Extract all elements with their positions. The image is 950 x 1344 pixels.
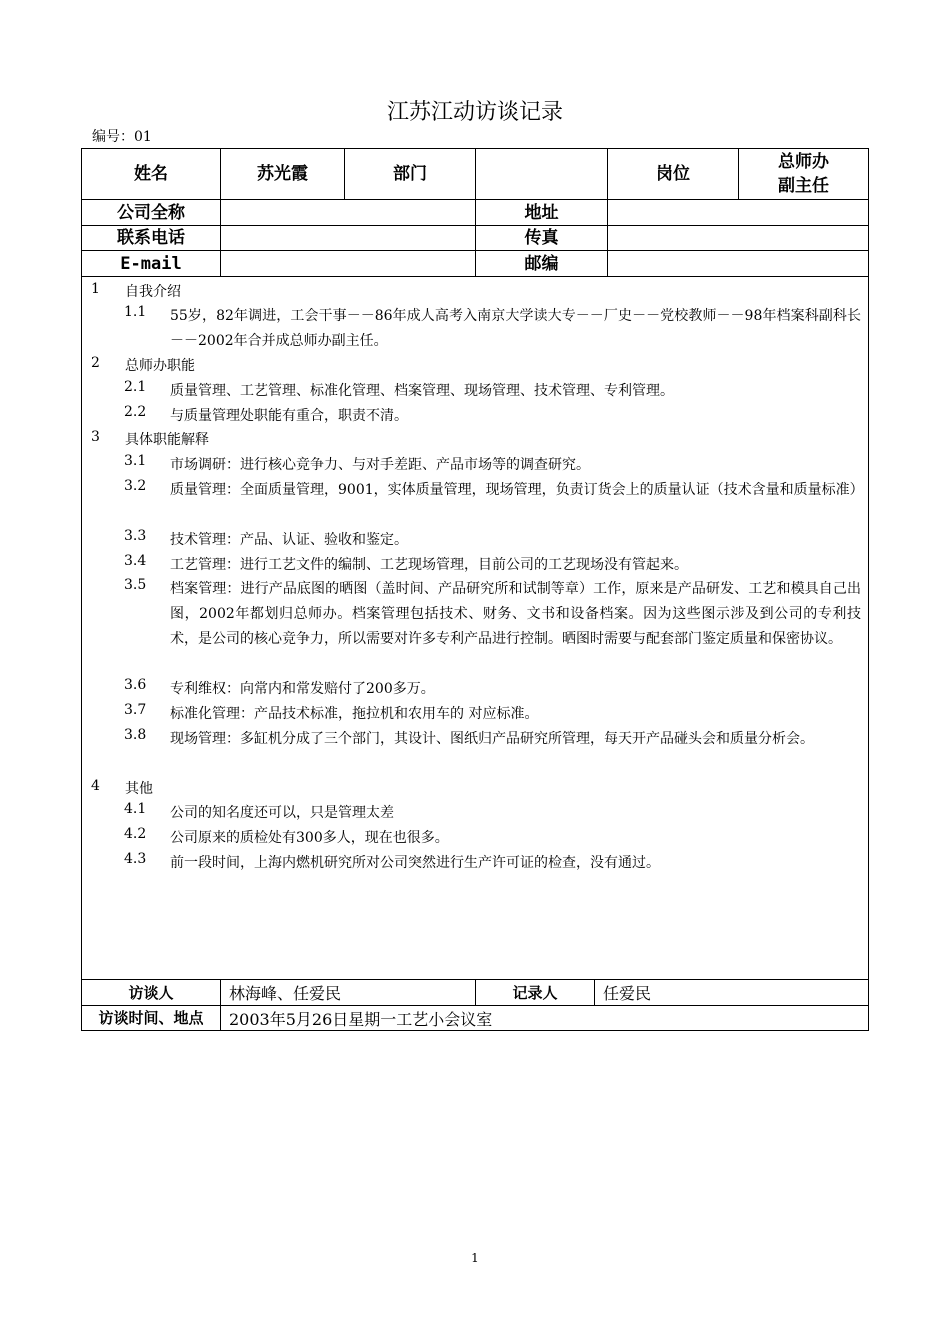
item-number: 3.3 — [124, 528, 147, 544]
interview-content — [82, 277, 868, 980]
item-text: 市场调研：进行核心竞争力、与对手差距、产品市场等的调查研究。 — [170, 457, 590, 473]
name-label: 姓名 — [134, 164, 168, 184]
document-title: 江苏江动访谈记录 — [386, 100, 563, 125]
page-number: 1 — [471, 1251, 479, 1265]
item-text: 标准化管理：产品技术标准，拖拉机和农用车的 对应标准。 — [170, 706, 539, 722]
phone-value — [221, 226, 475, 250]
section-title: 具体职能解释 — [125, 432, 209, 448]
company-value — [221, 200, 475, 225]
item-text: 工艺管理：进行工艺文件的编制、工艺现场管理，目前公司的工艺现场没有管起来。 — [170, 557, 688, 573]
item-text: 公司的知名度还可以，只是管理太差 — [170, 805, 394, 821]
section-title: 其他 — [125, 781, 153, 797]
phone-label: 联系电话 — [117, 228, 185, 248]
item-number: 2.1 — [124, 379, 147, 395]
item-text: 公司原来的质检处有300多人，现在也很多。 — [170, 830, 449, 846]
address-value — [608, 200, 868, 225]
post-value — [739, 149, 868, 199]
item-number: 3.2 — [124, 478, 147, 494]
dept-label: 部门 — [393, 164, 427, 184]
fax-label: 传真 — [524, 228, 559, 248]
name-value: 苏光霞 — [257, 164, 308, 184]
document-number: 编号：01 — [92, 129, 152, 145]
item-text: 档案管理：进行产品底图的晒图（盖时间、产品研究所和试制等章）工作，原来是产品研发、工艺和模具自己出图，2002年都划归总师办。档案管理包括技术、财务、文书和设备档案。因为这些图示涉及到公司的专利技术，是公司的核心竞争力，所以需要对许多专利产品进行控制。晒图时需要与配套部门鉴定质量和保密协议。 — [170, 581, 861, 647]
item-number: 3.7 — [124, 702, 147, 718]
item-number: 4.1 — [124, 801, 147, 817]
post-label: 岗位 — [656, 164, 690, 184]
email-value — [221, 251, 475, 276]
item-text: 技术管理：产品、认证、验收和鉴定。 — [170, 532, 408, 548]
time-place-label: 访谈时间、地点 — [98, 1009, 204, 1027]
item-text: 前一段时间，上海内燃机研究所对公司突然进行生产许可证的检查，没有通过。 — [170, 855, 660, 871]
item-text: 与质量管理处职能有重合，职责不清。 — [170, 408, 408, 424]
interview-form — [81, 148, 869, 1031]
item-text: 55岁，82年调进，工会干事－－86年成人高考入南京大学读大专－－厂史－－党校教师－－98年档案科副科长－－2002年合并成总师办副主任。 — [170, 308, 861, 349]
recorder-label: 记录人 — [512, 983, 558, 1002]
section-number: 3 — [91, 429, 100, 445]
recorder-value: 任爱民 — [603, 984, 652, 1003]
section-number: 1 — [91, 281, 100, 297]
item-number: 3.8 — [124, 727, 147, 743]
item-text: 质量管理：全面质量管理，9001，实体质量管理，现场管理，负责订货会上的质量认证（技术含量和质量标准） — [170, 482, 864, 498]
post-value-line1: 总师办 — [778, 152, 829, 172]
post-value-line2: 副主任 — [778, 176, 829, 196]
interviewer-label: 访谈人 — [128, 983, 174, 1002]
section-title: 自我介绍 — [125, 284, 181, 300]
postcode-label: 邮编 — [524, 253, 559, 274]
item-number: 3.6 — [124, 677, 147, 693]
interviewer-value: 林海峰、任爱民 — [229, 984, 342, 1003]
item-number: 4.3 — [124, 851, 147, 867]
item-text: 专利维权：向常内和常发赔付了200多万。 — [170, 681, 435, 697]
time-place-value: 2003年5月26日星期一工艺小会议室 — [229, 1009, 493, 1029]
item-number: 3.1 — [124, 453, 147, 469]
section-number: 4 — [91, 778, 100, 794]
postcode-value — [608, 251, 868, 276]
item-text: 现场管理：多缸机分成了三个部门，其设计、图纸归产品研究所管理，每天开产品碰头会和质量分析会。 — [170, 731, 814, 747]
item-number: 4.2 — [124, 826, 147, 842]
item-number: 3.4 — [124, 553, 147, 569]
item-number: 2.2 — [124, 404, 147, 420]
company-label: 公司全称 — [117, 202, 185, 223]
section-title: 总师办职能 — [125, 358, 195, 374]
address-label: 地址 — [524, 202, 559, 223]
section-number: 2 — [91, 355, 100, 371]
dept-value — [476, 149, 607, 199]
item-number: 1.1 — [124, 304, 147, 320]
email-label: E-mail — [120, 253, 182, 274]
item-text: 质量管理、工艺管理、标准化管理、档案管理、现场管理、技术管理、专利管理。 — [170, 383, 674, 399]
item-number: 3.5 — [124, 577, 147, 593]
fax-value — [608, 226, 868, 250]
